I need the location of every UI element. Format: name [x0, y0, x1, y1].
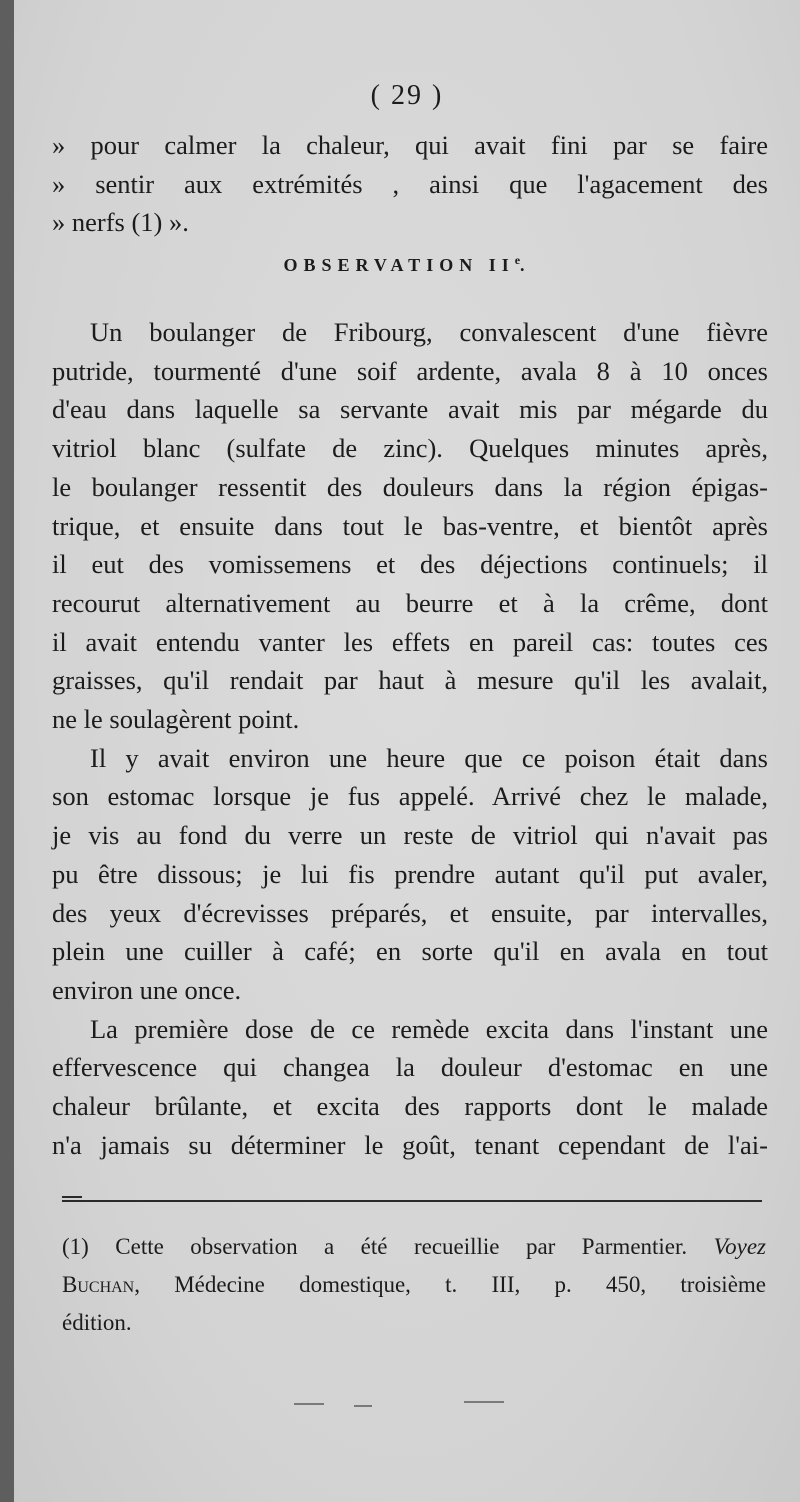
text-line: le boulanger ressentit des douleurs dans la région épigas- — [52, 471, 768, 502]
footnote-rule-mark — [62, 1196, 82, 1198]
text-line: je vis au fond du verre un reste de vitriol qui n'avait pas — [52, 820, 768, 851]
body-text — [52, 313, 768, 1164]
text-line: trique, et ensuite dans tout le bas-ventre, et bientôt après — [52, 510, 768, 541]
book-page — [14, 0, 800, 1502]
text-line: graisses, qu'il rendait par haut à mesure qu'il les avalait, — [52, 665, 768, 696]
text-line: il eut des vomissemens et des déjections continuels; il — [52, 549, 768, 580]
quote-line: » sentir aux extrémités , ainsi que l'agacement des — [52, 168, 768, 199]
footnote-rule — [62, 1200, 762, 1202]
text-line: n'a jamais su déterminer le goût, tenant cependant de l'ai- — [52, 1129, 768, 1160]
text-line: il avait entendu vanter les effets en pareil cas: toutes ces — [52, 626, 768, 657]
text-line: Il y avait environ une heure que ce poison était dans — [90, 742, 768, 773]
quote-line: » nerfs (1) ». — [52, 207, 189, 238]
bleed-through-marks — [294, 1395, 534, 1415]
heading-superscript: e — [514, 253, 521, 267]
footnote-line — [62, 1228, 766, 1266]
paragraph — [52, 1010, 768, 1165]
footnote — [62, 1228, 766, 1342]
text-line: ne le soulagèrent point. — [52, 704, 300, 735]
footnote-text: , Médecine domestique, t. III, p. 450, troisième — [134, 1272, 766, 1297]
text-line: pu être dissous; je lui fis prendre autant qu'il put avaler, — [52, 858, 768, 889]
quotation-block — [52, 126, 768, 242]
text-line: Un boulanger de Fribourg, convalescent d'une fièvre — [90, 317, 768, 347]
text-line: d'eau dans laquelle sa servante avait mis par mégarde du — [52, 394, 768, 425]
observation-heading — [14, 253, 800, 276]
text-line: plein une cuiller à café; en sorte qu'il en avala en tout — [52, 936, 768, 967]
page-number: ( 29 ) — [370, 80, 444, 111]
paragraph — [52, 313, 768, 739]
footnote-author: Buchan — [62, 1272, 135, 1297]
text-line: La première dose de ce remède excita dans l'instant une — [90, 1013, 768, 1044]
heading-period: . — [520, 255, 531, 275]
paragraph — [52, 739, 768, 1010]
text-line: putride, tourmenté d'une soif ardente, avala 8 à 10 onces — [52, 355, 768, 386]
text-line: vitriol blanc (sulfate de zinc). Quelques minutes après, — [52, 433, 768, 464]
footnote-reference-word: Voyez — [713, 1234, 766, 1259]
footnote-line — [62, 1266, 766, 1304]
footnote-text: (1) Cette observation a été recueillie par Parmentier. — [62, 1234, 688, 1259]
footnote-line: édition. — [62, 1310, 132, 1335]
quote-line: » pour calmer la chaleur, qui avait fini par se faire — [52, 130, 768, 160]
text-line: recourut alternativement au beurre et à la crême, dont — [52, 587, 768, 618]
text-line: des yeux d'écrevisses préparés, et ensuite, par intervalles, — [52, 897, 768, 928]
text-line: son estomac lorsque je fus appelé. Arrivé chez le malade, — [52, 781, 768, 812]
text-line: environ une once. — [52, 974, 242, 1005]
text-line: effervescence qui changea la douleur d'estomac en une — [52, 1052, 768, 1083]
text-line: chaleur brûlante, et excita des rapports dont le malade — [52, 1091, 768, 1122]
heading-text: OBSERVATION II — [283, 255, 515, 275]
